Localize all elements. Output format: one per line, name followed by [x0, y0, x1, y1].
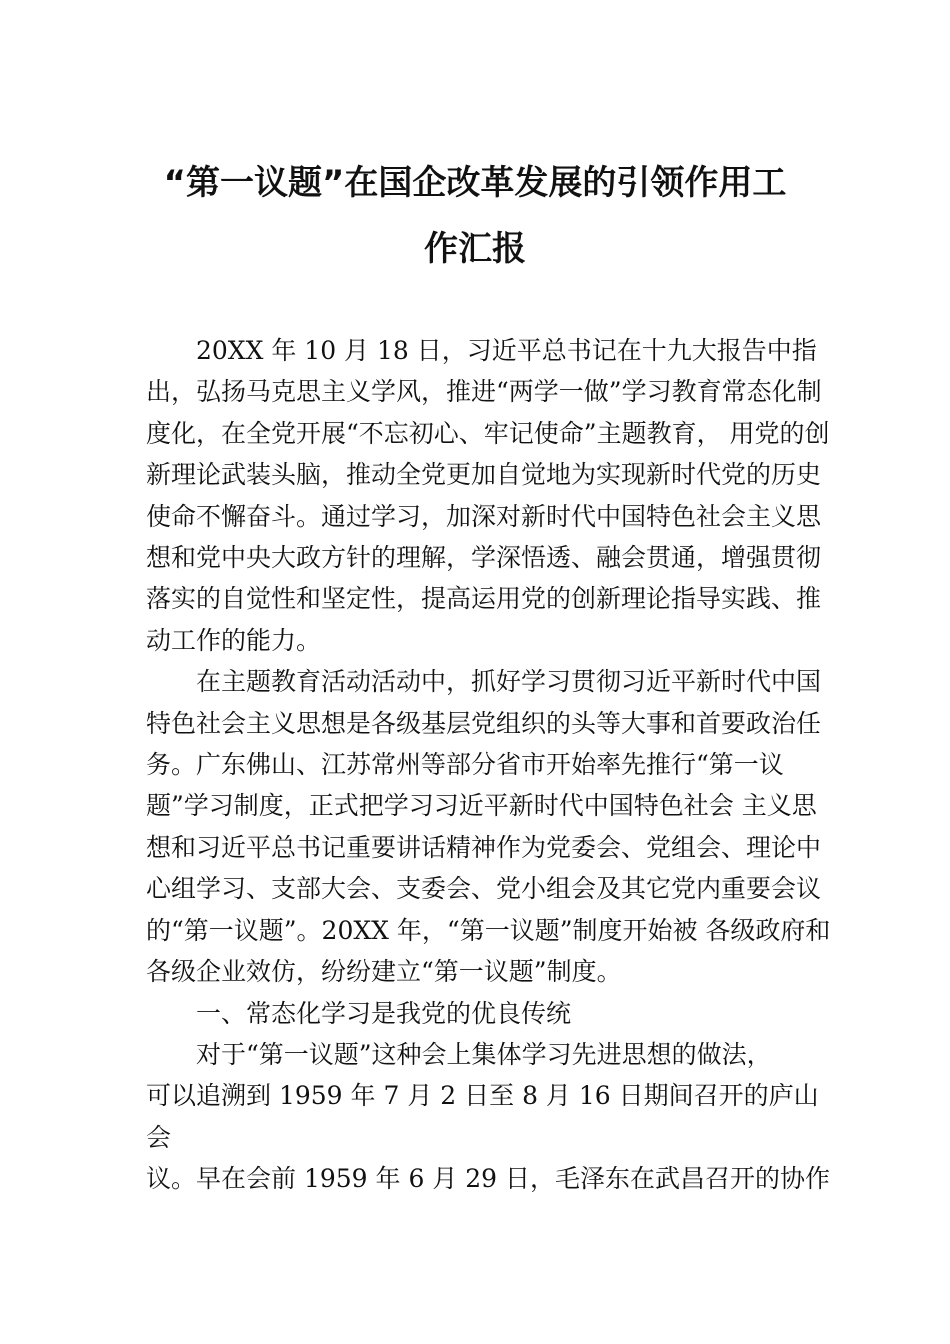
paragraph-3-line-4: 议。早在会前 1959 年 6 月 29 日，毛泽东在武昌召开的协作 [146, 1164, 831, 1194]
document-body [146, 330, 836, 1200]
paragraph-1: 20XX 年 10 月 18 日，习近平总书记在十九大报告中指出，弘扬马克思主义学风，推进“两学一做”学习教育常态化制度化，在全党开展“不忘初心、牢记使命”主题教育， 用党的创新理论武装头脑，推动全党更加自觉地为实现新时代党的历史使命不懈奋斗。通过学习，加深对新时代中国特色社会主义思想和党中央大政方针的理解，学深悟透、融会贯通，增强贯彻落实的自觉性和坚定性，提高运用党的创新理论指导实践、推动工作的能力。 [146, 336, 830, 655]
title-line-1: “第一议题”在国企改革发展的引领作用工 [163, 163, 787, 203]
paragraph-3-line-3: 会 [146, 1122, 172, 1152]
paragraph-3: 对于“第一议题”这种会上集体学习先进思想的做法， [196, 1039, 772, 1069]
document-title [120, 150, 830, 282]
title-line-2: 作汇报 [424, 229, 526, 269]
paragraph-2: 在主题教育活动活动中，抓好学习贯彻习近平新时代中国特色社会主义思想是各级基层党组织的头等大事和首要政治任务。广东佛山、江苏常州等部分省市开始率先推行“第一议题”学习制度，正式把学习习近平新时代中国特色社会 主义思想和习近平总书记重要讲话精神作为党委会、党组会、理论中心组学习、支部大会、支委会、党小组会及其它党内重要会议的“第一议题”。20XX 年，“第一议题”制度开始被 各级政府和各级企业效仿，纷纷建立“第一议题”制度。 [146, 667, 831, 987]
paragraph-3-line-2: 可以追溯到 1959 年 7 月 2 日至 8 月 16 日期间召开的庐山 [146, 1081, 819, 1111]
section-heading-1: 一、常态化学习是我党的优良传统 [196, 998, 572, 1028]
